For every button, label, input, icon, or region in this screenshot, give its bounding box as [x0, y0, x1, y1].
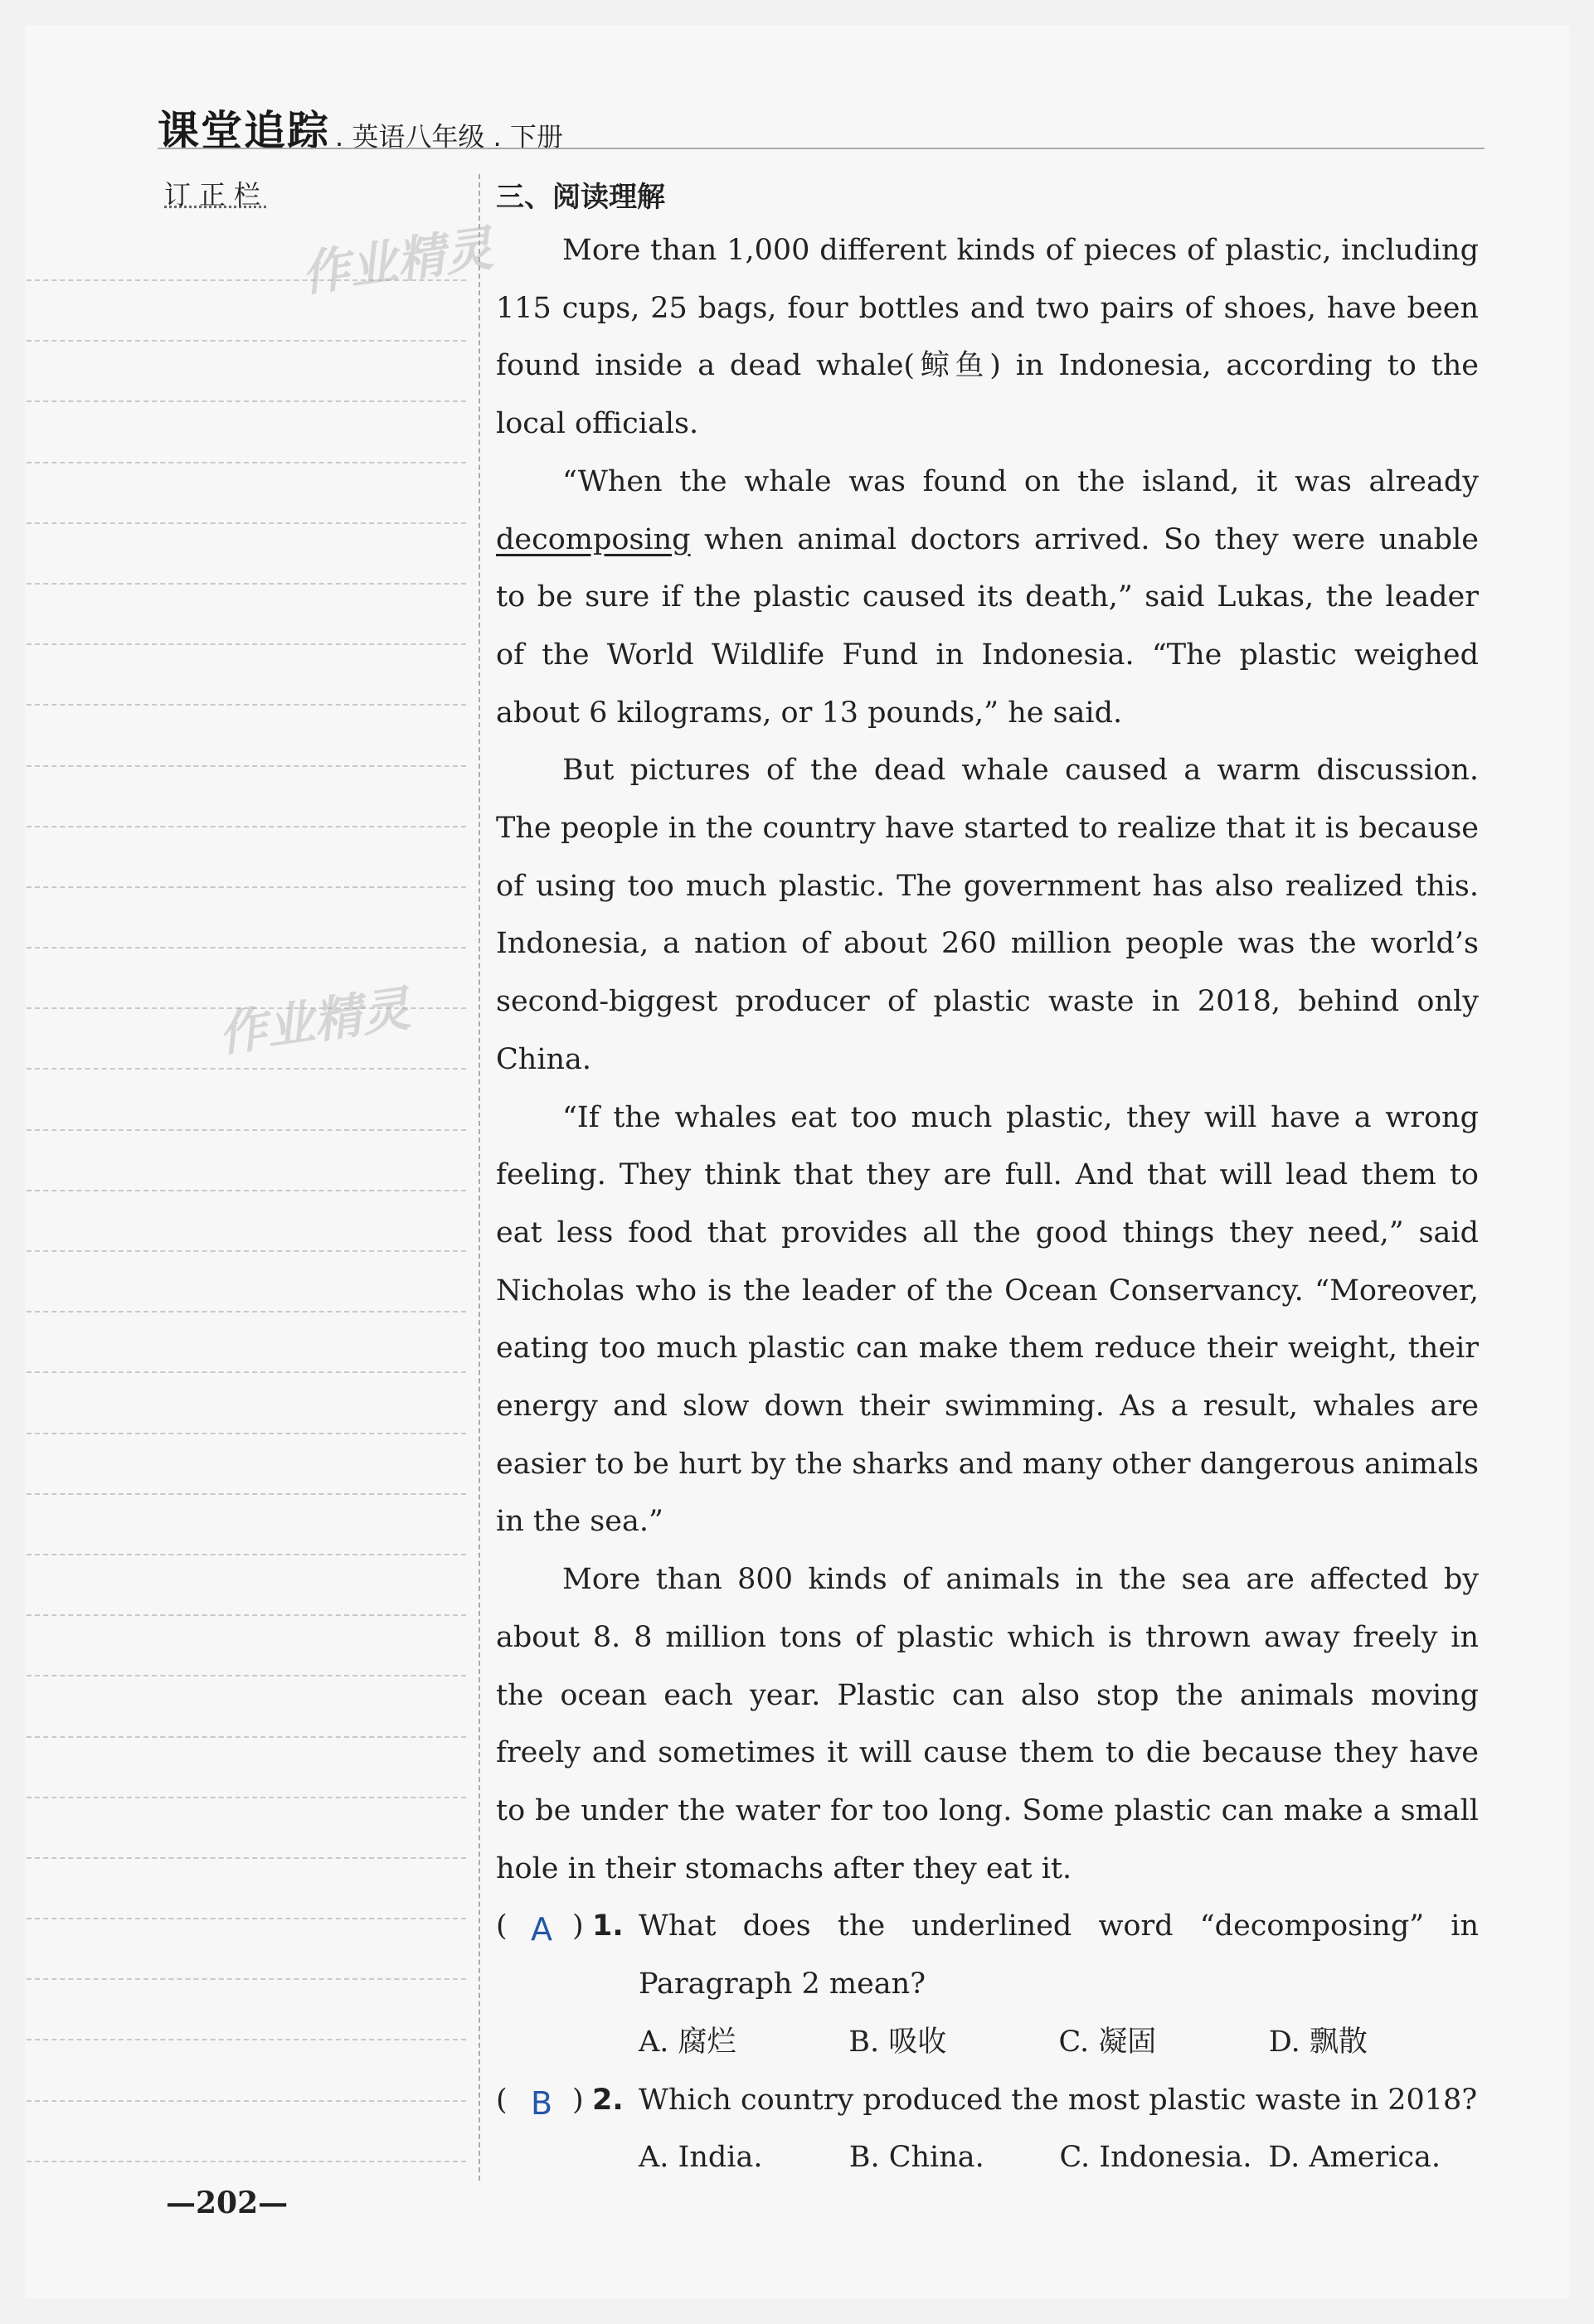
paragraph-4: “If the whales eat too much plastic, they will have a wrong feeling. They think that they are full. And that will lead them to eat less food that provides all the good things they need,” said Nicholas who is the leader of the Ocean Conservancy. “Moreover, eating too much plastic can make them reduce their weight, their energy and slow down their swimming. As a result, whales are easier to be hurt by the sharks and many other dangerous animals in the sea.” [496, 1100, 1479, 1539]
page-number: —202— [166, 2186, 289, 2220]
question-number: 2. [592, 2083, 624, 2117]
option-d: D. America. [1268, 2141, 1441, 2175]
column-divider [479, 174, 480, 2181]
question-text: What does the underlined word “decomposing” in Paragraph 2 mean? [639, 1909, 1479, 2001]
question-1 [496, 1898, 1479, 2013]
correction-lines [27, 279, 466, 2221]
underlined-word: decomposing [496, 522, 691, 556]
paragraph-2 [496, 454, 1479, 743]
question-2 [496, 2072, 1479, 2130]
answer-paren-open: ( [496, 1909, 508, 1943]
option-b: B. China. [848, 2141, 984, 2175]
option-d: D. 飘散 [1268, 2025, 1368, 2059]
paragraph-2-end: when animal doctors arrived. So they were unable to be sure if the plastic caused its death,” said Lukas, the leader of the World Wildlife Fund in Indonesia. “The plastic weighed about 6 kilograms, or 13 pounds,” he said. [496, 522, 1479, 730]
option-a: A. 腐烂 [639, 2025, 736, 2059]
answer-paren-open: ( [496, 2083, 508, 2117]
option-b: B. 吸收 [848, 2025, 947, 2059]
option-c: C. 凝固 [1058, 2025, 1157, 2059]
paragraph-2-start: “When the whale was found on the island, it was already [562, 464, 1479, 498]
answer-mark: A [531, 1911, 552, 1948]
paragraph-3: But pictures of the dead whale caused a warm discussion. The people in the country have started to realize that it is because of using too much plastic. The government has also realized this. Indonesia, a nation of about 260 million people was the world’s second-biggest producer of plastic waste in 2018, behind only China. [496, 754, 1479, 1076]
question-2-options [496, 2129, 1479, 2187]
watermark: 作业精灵 [298, 220, 497, 303]
section-title: 三、阅读理解 [496, 181, 665, 214]
answer-paren-close: ) [572, 2083, 584, 2117]
brand-logo: 课堂追踪 [158, 107, 330, 155]
option-c: C. Indonesia. [1059, 2141, 1252, 2175]
header-divider [158, 148, 1485, 149]
book-subtitle: . 英语八年级 . 下册 [335, 121, 563, 153]
correction-column-label: 订正栏 [164, 179, 270, 211]
reading-passage [496, 222, 1479, 2187]
question-1-options [496, 2014, 1479, 2072]
paragraph-1: More than 1,000 different kinds of pieces of plastic, including 115 cups, 25 bags, four bottles and two pairs of shoes, have been found inside a dead whale(鲸鱼) in Indonesia, according to the local officials. [496, 234, 1479, 441]
option-a: A. India. [639, 2141, 763, 2175]
answer-paren-close: ) [572, 1909, 584, 1943]
answer-mark: B [531, 2084, 553, 2122]
paragraph-5: More than 800 kinds of animals in the sea are affected by about 8. 8 million tons of plastic which is thrown away freely in the ocean each year. Plastic can also stop the animals moving freely and sometimes it will cause them to die because they have to be under the water for too long. Some plastic can make a small hole in their stomachs after they eat it. [496, 1563, 1479, 1885]
question-text: Which country produced the most plastic waste in 2018? [639, 2083, 1478, 2117]
question-number: 1. [592, 1909, 624, 1943]
watermark: 作业精灵 [215, 980, 414, 1063]
